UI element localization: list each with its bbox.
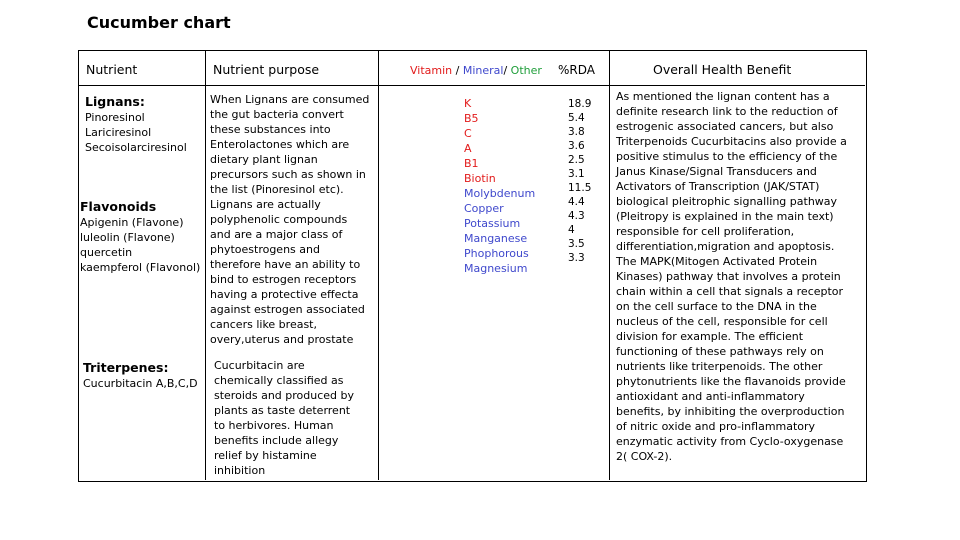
column-divider-2 [378, 50, 379, 480]
text-line: cancers like breast, [210, 318, 317, 331]
text-line: overy,uterus and prostate [210, 333, 354, 346]
text-line: definite research link to the reduction of [616, 105, 838, 118]
text-line: biological pleitrophic signalling pathway [616, 195, 838, 208]
purpose-lignans [210, 92, 369, 347]
page-title: Cucumber chart [87, 13, 231, 32]
text-line: of nitric oxide and pro-inflammatory [616, 420, 816, 433]
list-item: Lariciresinol [85, 126, 152, 139]
text-line: The MAPK(Mitogen Activated Protein [616, 255, 818, 268]
list-item: quercetin [80, 246, 133, 259]
column-divider-1 [205, 50, 206, 480]
vitamin-item: Biotin [464, 172, 496, 185]
rda-value: 4 [568, 224, 575, 236]
text-line: against estrogen associated [210, 303, 365, 316]
vitamin-item: B5 [464, 112, 479, 125]
text-line: 2( COX-2). [616, 450, 673, 463]
mineral-item: Manganese [464, 232, 528, 245]
text-line: precursors such as shown in [210, 168, 366, 181]
rda-value: 4.3 [568, 210, 585, 222]
text-line: antioxidant and anti-inflammatory [616, 390, 805, 403]
text-line: nucleus of the cell, responsible for cell [616, 315, 828, 328]
text-line: When Lignans are consumed [210, 93, 370, 106]
vitamin-list [464, 96, 496, 186]
rda-value: 3.5 [568, 238, 585, 250]
text-line: to herbivores. Human [214, 419, 334, 432]
text-line: Janus Kinase/Signal Transducers and [616, 165, 817, 178]
text-line: responsible for cell proliferation, [616, 225, 795, 238]
list-item: Pinoresinol [85, 111, 145, 124]
text-line: these substances into [210, 123, 331, 136]
text-line: having a protective effecta [210, 288, 359, 301]
text-line: nutrients like triterpenoids. The other [616, 360, 823, 373]
benefit-text [616, 89, 847, 464]
text-line: and are a major class of [210, 228, 343, 241]
group-items-triterpenes [83, 376, 198, 391]
rda-list-b [568, 223, 585, 265]
header-slash-2: / [503, 64, 511, 77]
rda-value: 4.4 [568, 196, 585, 208]
rda-value: 5.4 [568, 112, 585, 124]
mineral-item: Magnesium [464, 262, 528, 275]
text-line: chemically classified as [214, 374, 344, 387]
text-line: estrogenic associated cancers, but also [616, 120, 834, 133]
mineral-item: Potassium [464, 217, 521, 230]
rda-value: 3.3 [568, 252, 585, 264]
header-nutrient: Nutrient [86, 62, 138, 77]
text-line: (Pleitropy is explained in the main text) [616, 210, 834, 223]
group-items-flavonoids [80, 215, 200, 275]
group-heading-lignans: Lignans: [85, 94, 145, 109]
mineral-list [464, 186, 535, 276]
list-item: Apigenin (Flavone) [80, 216, 184, 229]
text-line: Enterolactones which are [210, 138, 350, 151]
header-purpose: Nutrient purpose [213, 62, 320, 77]
header-other: Other [510, 64, 542, 77]
text-line: benefits, by inhibiting the overproduction [616, 405, 845, 418]
vitamin-item: B1 [464, 157, 479, 170]
group-items-lignans [85, 110, 187, 155]
text-line: differentiation,migration and apoptosis. [616, 240, 835, 253]
text-line: phytonutrients like the flavanoids provide [616, 375, 846, 388]
rda-value: 2.5 [568, 154, 585, 166]
vitamin-item: K [464, 97, 472, 110]
vitamin-item: A [464, 142, 472, 155]
text-line: functioning of these pathways rely on [616, 345, 824, 358]
list-item: Cucurbitacin A,B,C,D [83, 377, 198, 390]
text-line: polyphenolic compounds [210, 213, 348, 226]
text-line: phytoestrogens and [210, 243, 320, 256]
text-line: chain within a cell that signals a receptor [616, 285, 844, 298]
text-line: Lignans are actually [210, 198, 321, 211]
text-line: therefore have an ability to [210, 258, 361, 271]
header-rda: %RDA [558, 63, 595, 77]
rda-list-a [568, 97, 591, 223]
list-item: Secoisolarciresinol [85, 141, 187, 154]
header-type [410, 64, 542, 77]
text-line: inhibition [214, 464, 266, 477]
text-line: Triterpenoids Cucurbitacins also provide a [616, 135, 847, 148]
text-line: the gut bacteria convert [210, 108, 344, 121]
list-item: kaempferol (Flavonol) [80, 261, 201, 274]
mineral-item: Copper [464, 202, 504, 215]
mineral-item: Phophorous [464, 247, 529, 260]
group-heading-flavonoids: Flavonoids [80, 199, 157, 214]
text-line: enzymatic activity from Cyclo-oxygenase [616, 435, 844, 448]
vitamin-item: C [464, 127, 472, 140]
header-benefit: Overall Health Benefit [653, 62, 792, 77]
purpose-triterpenes [214, 358, 354, 478]
text-line: Activators of Transcription (JAK/STAT) [616, 180, 820, 193]
text-line: Cucurbitacin are [214, 359, 305, 372]
text-line: benefits include allegy [214, 434, 339, 447]
text-line: the list (Pinoresinol etc). [210, 183, 344, 196]
mineral-item: Molybdenum [464, 187, 536, 200]
text-line: positive stimulus to the efficiency of the [616, 150, 838, 163]
rda-value: 3.6 [568, 140, 585, 152]
list-item: luleolin (Flavone) [80, 231, 175, 244]
text-line: bind to estrogen receptors [210, 273, 357, 286]
text-line: plants as taste deterrent [214, 404, 351, 417]
text-line: Kinases) pathway that involves a protein [616, 270, 841, 283]
text-line: dietary plant lignan [210, 153, 318, 166]
group-heading-triterpenes: Triterpenes: [83, 360, 169, 375]
header-slash-1: / [452, 64, 463, 77]
text-line: As mentioned the lignan content has a [616, 90, 830, 103]
rda-value: 18.9 [568, 98, 592, 110]
rda-value: 3.8 [568, 126, 585, 138]
text-line: division for example. The efficient [616, 330, 804, 343]
text-line: relief by histamine [214, 449, 317, 462]
text-line: on the cell surface to the DNA in the [616, 300, 817, 313]
rda-value: 3.1 [568, 168, 585, 180]
header-divider [78, 85, 865, 86]
rda-value: 11.5 [568, 182, 592, 194]
header-vitamin: Vitamin [410, 64, 453, 77]
text-line: steroids and produced by [214, 389, 355, 402]
header-mineral: Mineral [462, 64, 504, 77]
column-divider-3 [609, 50, 610, 480]
